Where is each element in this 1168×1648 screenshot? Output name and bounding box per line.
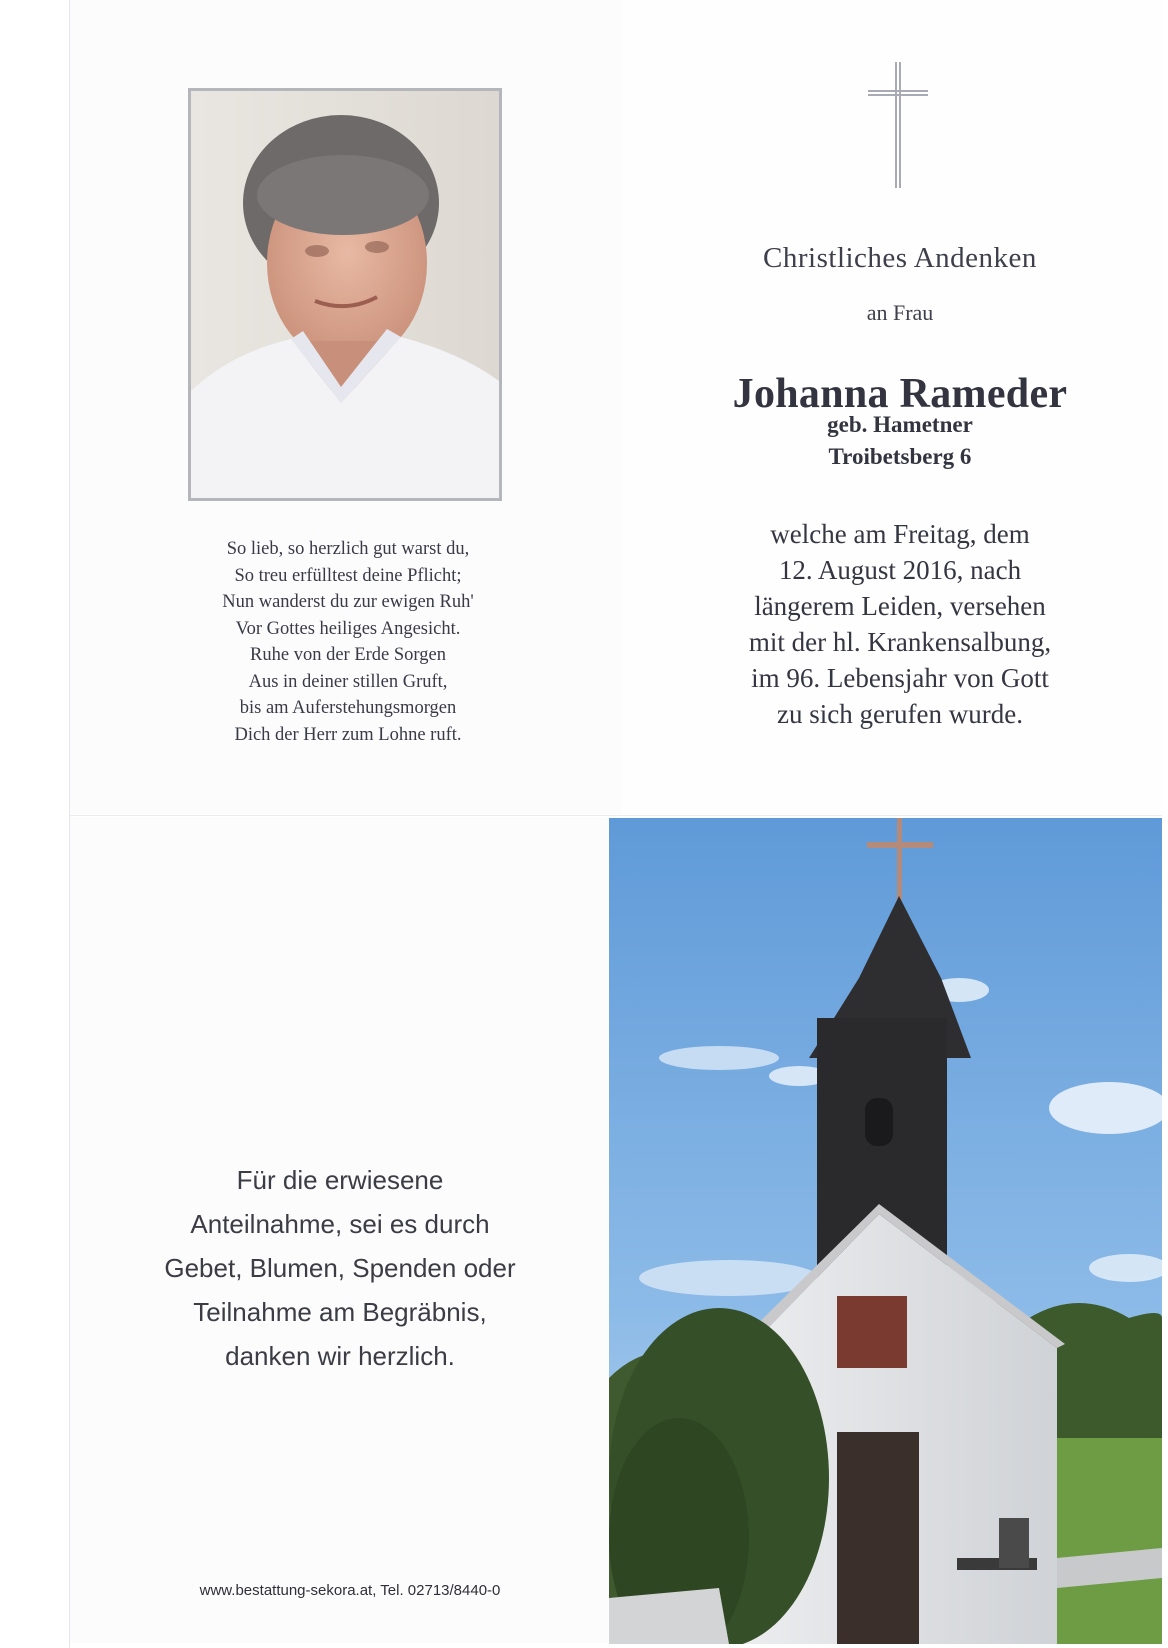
poem-line: Vor Gottes heiliges Angesicht. [235,618,461,639]
notice-line: längerem Leiden, versehen [754,591,1046,621]
funeral-home-contact: www.bestattung-sekora.at, Tel. 02713/8440-0 [199,1582,501,1599]
notice-line: welche am Freitag, dem [770,519,1030,549]
thanks-line: danken wir herzlich. [225,1341,455,1371]
poem-line: So treu erfülltest deine Pflicht; [234,565,462,586]
cross-icon [866,62,930,197]
card-heading: Christliches Andenken [763,242,1037,274]
card-subheading: an Frau [866,300,934,325]
notice-line: mit der hl. Krankensalbung, [748,627,1052,657]
notice-line: zu sich gerufen wurde. [777,699,1023,729]
notice-line: im 96. Lebensjahr von Gott [751,663,1049,693]
thanks-line: Teilnahme am Begräbnis, [193,1297,487,1327]
thanks-line: Für die erwiesene [236,1165,444,1195]
chapel-photo [609,818,1162,1644]
deceased-address: Troibetsberg 6 [828,444,972,469]
thanks-line: Anteilnahme, sei es durch [190,1209,490,1239]
deceased-name: Johanna Rameder [732,371,1068,417]
death-notice [690,516,1110,732]
poem-line: Dich der Herr zum Lohne ruft. [234,724,462,745]
poem-line: Nun wanderst du zur ewigen Ruh' [222,592,474,612]
thanks-line: Gebet, Blumen, Spenden oder [164,1253,516,1283]
thanks-text [130,1158,550,1378]
notice-line: 12. August 2016, nach [778,555,1022,585]
poem-line: Ruhe von der Erde Sorgen [250,645,446,665]
fold-line-horizontal [70,815,1162,816]
poem-line: Aus in deiner stillen Gruft, [248,671,448,692]
maiden-name: geb. Hametner [827,412,973,437]
portrait-photo [188,88,502,501]
poem-line: bis am Auferstehungsmorgen [239,698,457,718]
memorial-poem [170,536,526,748]
poem-line: So lieb, so herzlich gut warst du, [226,539,470,559]
